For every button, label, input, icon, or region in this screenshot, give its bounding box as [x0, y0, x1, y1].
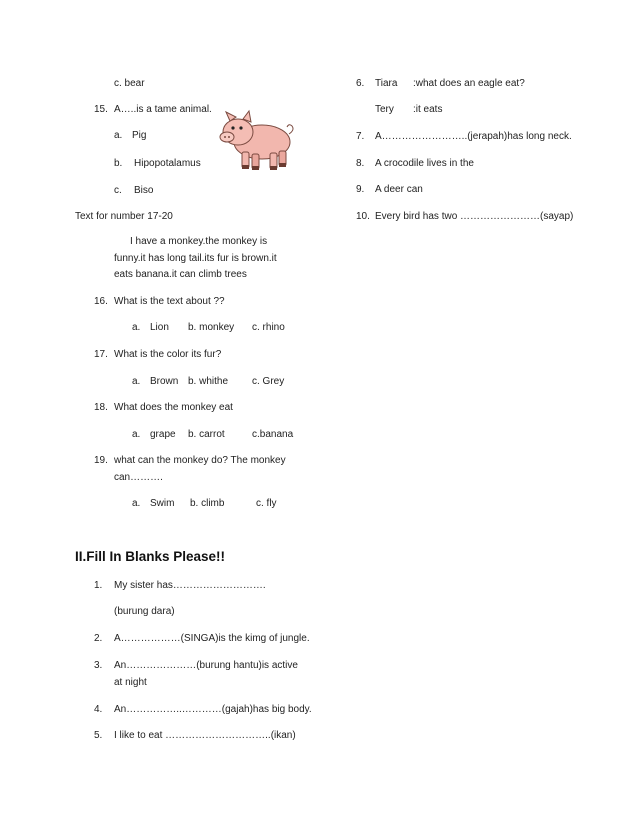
option-c-bear: c. bear [114, 78, 145, 89]
option-text: Pig [132, 130, 147, 141]
question-number: 18. [94, 402, 108, 413]
fill-blank-line: An…………………(burung hantu)is active [114, 660, 298, 671]
option-letter: a. [132, 322, 141, 333]
question-19-line: what can the monkey do? The monkey [114, 455, 286, 466]
option-text: Lion [150, 322, 169, 333]
question-17-text: What is the color its fur? [114, 349, 222, 360]
option-text: b. climb [190, 498, 225, 509]
fill-blank-line: An……………..…………(gajah)has big body. [114, 704, 312, 715]
question-number: 16. [94, 296, 108, 307]
fill-blank-line: I like to eat …………………………..(ikan) [114, 730, 296, 741]
item-number: 1. [94, 580, 103, 591]
fill-blank-line: A deer can [375, 184, 423, 195]
option-text: grape [150, 429, 176, 440]
option-text: c. fly [256, 498, 277, 509]
option-letter: a. [132, 498, 141, 509]
option-letter: c. [114, 185, 122, 196]
fill-blank-line: (burung dara) [114, 606, 175, 617]
dialog-line: :it eats [413, 104, 443, 115]
question-number: 19. [94, 455, 108, 466]
item-number: 8. [356, 158, 365, 169]
passage-heading: Text for number 17-20 [75, 211, 173, 222]
passage-line: eats banana.it can climb trees [114, 269, 247, 280]
item-number: 4. [94, 704, 103, 715]
option-letter: b. [114, 158, 123, 169]
item-number: 10. [356, 211, 370, 222]
option-letter: a. [132, 376, 141, 387]
item-number: 9. [356, 184, 365, 195]
option-text: c. rhino [252, 322, 285, 333]
question-number: 15. [94, 104, 108, 115]
fill-blank-line: A……………………..(jerapah)has long neck. [375, 131, 572, 142]
option-text: Brown [150, 376, 179, 387]
option-text: c.banana [252, 429, 294, 440]
option-letter: a. [132, 429, 141, 440]
passage-line: I have a monkey.the monkey is [130, 236, 268, 247]
option-text: c. Grey [252, 376, 285, 387]
question-18-text: What does the monkey eat [114, 402, 233, 413]
dialog-line: :what does an eagle eat? [413, 78, 525, 89]
option-letter: a. [114, 130, 123, 141]
fill-blank-line: A crocodile lives in the [375, 158, 474, 169]
option-text: b. carrot [188, 429, 225, 440]
option-text: Biso [134, 185, 154, 196]
option-text: Swim [150, 498, 175, 509]
question-16-text: What is the text about ?? [114, 296, 225, 307]
item-number: 6. [356, 78, 365, 89]
option-text: Hipopotalamus [134, 158, 201, 169]
item-number: 7. [356, 131, 365, 142]
dialog-speaker: Tiara [375, 78, 398, 89]
fill-blank-line: A………………(SINGA)is the kimg of jungle. [114, 633, 310, 644]
item-number: 5. [94, 730, 103, 741]
pig-illustration [216, 106, 298, 178]
section-title: II.Fill In Blanks Please!! [75, 549, 226, 564]
question-number: 17. [94, 349, 108, 360]
question-19-line: can………. [114, 472, 163, 483]
item-number: 3. [94, 660, 103, 671]
fill-blank-line: Every bird has two ……………………(sayap) [375, 211, 574, 222]
dialog-speaker: Tery [375, 104, 394, 115]
fill-blank-line: My sister has………………………. [114, 580, 266, 591]
passage-line: funny.it has long tail.its fur is brown.it [114, 253, 277, 264]
fill-blank-line: at night [114, 677, 147, 688]
question-15-text: A…..is a tame animal. [114, 104, 212, 115]
option-text: b. monkey [188, 322, 235, 333]
item-number: 2. [94, 633, 103, 644]
option-text: b. whithe [188, 376, 229, 387]
